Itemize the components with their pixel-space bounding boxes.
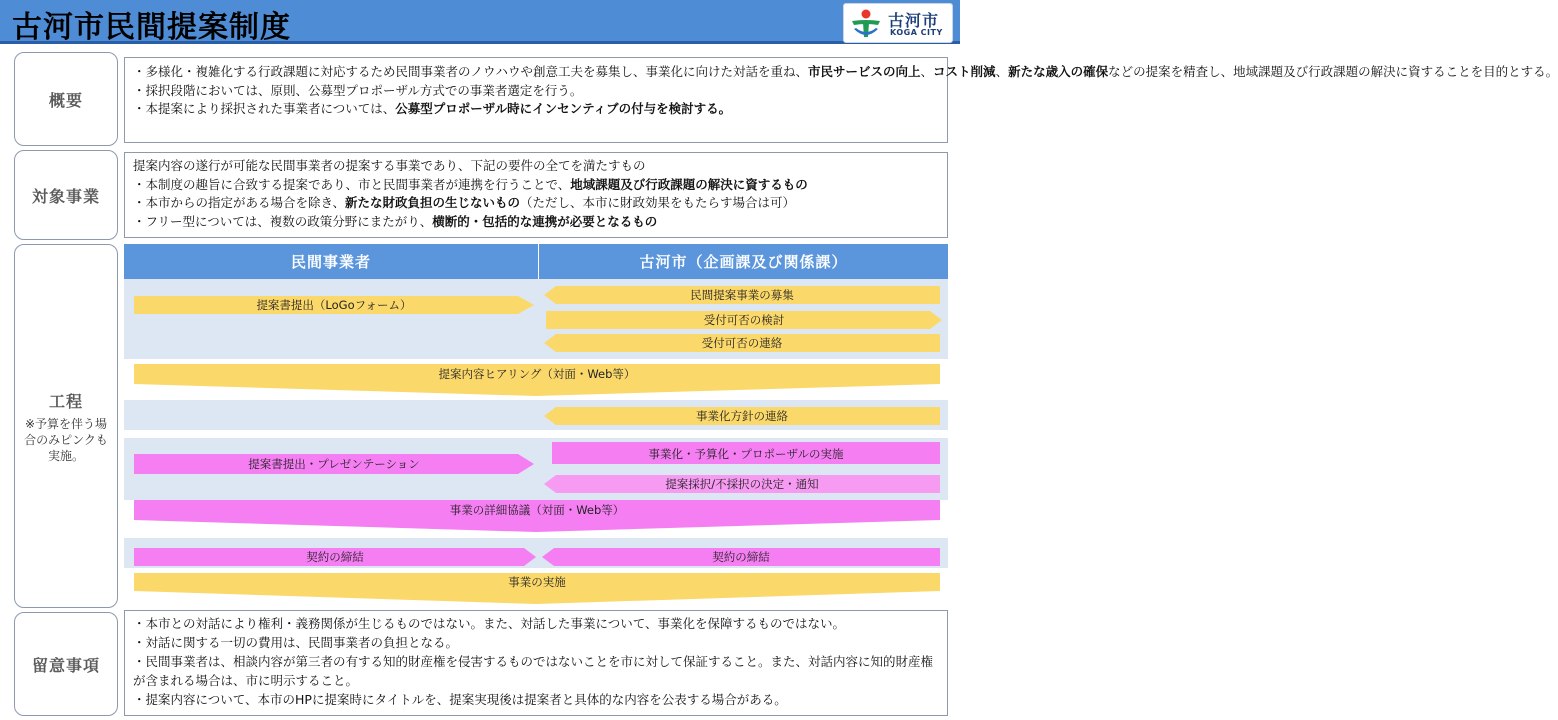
line-text: ・本制度の趣旨に合致する提案であり、市と民間事業者が連携を行うことで、 — [133, 176, 571, 192]
step-policy-notice: 事業化方針の連絡 — [696, 409, 788, 423]
step-proposal-submit: 提案書提出（LoGoフォーム） — [256, 298, 412, 312]
line-text: ・提案内容について、本市のHPに提案時にタイトルを、提案実現後は提案者と具体的な内容を公表する場合がある。 — [133, 692, 787, 707]
notes-content — [124, 610, 948, 716]
line-text: ・本市との対話により権利・義務関係が生じるものではない。また、対話した事業について、事業化を保障するものではない。 — [133, 616, 846, 631]
line-text: 、 — [920, 64, 934, 79]
target-line — [133, 176, 939, 195]
target-line — [133, 157, 939, 176]
notes-line — [133, 633, 939, 652]
notes-line — [133, 614, 939, 633]
line-text: ・対話に関する一切の費用は、民間事業者の負担となる。 — [133, 635, 459, 650]
line-text: （ただし、本市に財政効果をもたらす場合は可） — [520, 195, 796, 210]
process-label-box — [14, 244, 118, 608]
emphasis-text: 市民サービスの向上 — [808, 64, 921, 79]
overview-line — [133, 82, 939, 101]
target-line — [133, 194, 939, 213]
emphasis-text: 地域課題及び行政課題の解決に資するもの — [570, 176, 808, 192]
step-presentation: 提案書提出・プレゼンテーション — [248, 457, 420, 471]
col-header-city: 古河市（企画課及び関係課） — [539, 244, 948, 279]
emphasis-text: 新たな財政負担の生じないもの — [345, 195, 521, 210]
process-label: 工程 — [48, 391, 83, 411]
overview-label-box — [14, 52, 118, 146]
line-text: ・多様化・複雑化する行政課題に対応するため民間事業者のノウハウや創意工夫を募集し、事業化に向けた対話を重ね、 — [133, 64, 809, 79]
line-text: 、 — [995, 64, 1009, 79]
step-hearing: 提案内容ヒアリング（対面・Web等） — [438, 367, 636, 381]
process-diagram — [124, 244, 948, 607]
target-line — [133, 213, 939, 232]
emphasis-text: 横断的・包括的な連携が必要となるもの — [432, 213, 658, 229]
emphasis-text: 新たな歳入の確保 — [1008, 64, 1109, 79]
notes-line — [133, 690, 939, 709]
overview-content — [124, 57, 1558, 143]
city-logo — [843, 3, 953, 43]
emphasis-text: 公募型プロポーザル時にインセンティブの付与を検討する。 — [395, 101, 732, 116]
logo-subtitle: KOGA CITY — [890, 28, 943, 37]
target-content — [124, 152, 948, 238]
process-note: ※予算を伴う場合のみピンクも実施。 — [24, 416, 108, 463]
emphasis-text: コスト削減 — [933, 64, 996, 79]
notes-line — [133, 652, 939, 690]
line-text: ・採択段階においては、原則、公募型プロポーザル方式での事業者選定を行う。 — [133, 82, 583, 98]
line-text: ・本市からの指定がある場合を除き、 — [133, 195, 346, 210]
notes-label-box — [14, 612, 118, 716]
line-text: などの提案を精査し、地域課題及び行政課題の解決に資することを目的とする。 — [1108, 64, 1558, 79]
step-contract-private: 契約の締結 — [306, 550, 364, 564]
line-text: ・民間事業者は、相談内容が第三者の有する知的財産権を侵害するものではないことを市に対して保証すること。また、対話内容に知的財産権が含まれる場合は、市に明示すること。 — [133, 654, 934, 688]
step-adoption-decision: 提案採択/不採択の決定・通知 — [665, 477, 819, 491]
step-recruit: 民間提案事業の募集 — [690, 288, 794, 302]
title-bar — [0, 0, 960, 44]
target-label-box — [14, 150, 118, 240]
step-budgeting: 事業化・予算化・プロポーザルの実施 — [648, 447, 844, 461]
line-text: ・フリー型については、複数の政策分野にまたがり、 — [133, 213, 433, 229]
step-acceptance-review: 受付可否の検討 — [703, 313, 785, 327]
line-text: 提案内容の遂行が可能な民間事業者の提案する事業であり、下記の要件の全てを満たすもの — [133, 158, 646, 173]
col-header-private: 民間事業者 — [124, 244, 538, 279]
koga-city-emblem-icon — [848, 7, 884, 41]
overview-label: 概要 — [48, 90, 83, 110]
target-label: 対象事業 — [31, 186, 100, 206]
step-detail-talks: 事業の詳細協議（対面・Web等） — [449, 503, 625, 517]
step-implementation: 事業の実施 — [508, 575, 566, 589]
notes-label: 留意事項 — [31, 655, 100, 675]
step-acceptance-notice: 受付可否の連絡 — [701, 336, 783, 350]
page-title: 古河市民間提案制度 — [12, 10, 291, 45]
line-text: ・本提案により採択された事業者については、 — [133, 101, 396, 116]
overview-line — [133, 100, 939, 119]
overview-line — [133, 63, 1558, 82]
logo-name: 古河市 — [888, 11, 940, 30]
step-contract-city: 契約の締結 — [712, 550, 770, 564]
